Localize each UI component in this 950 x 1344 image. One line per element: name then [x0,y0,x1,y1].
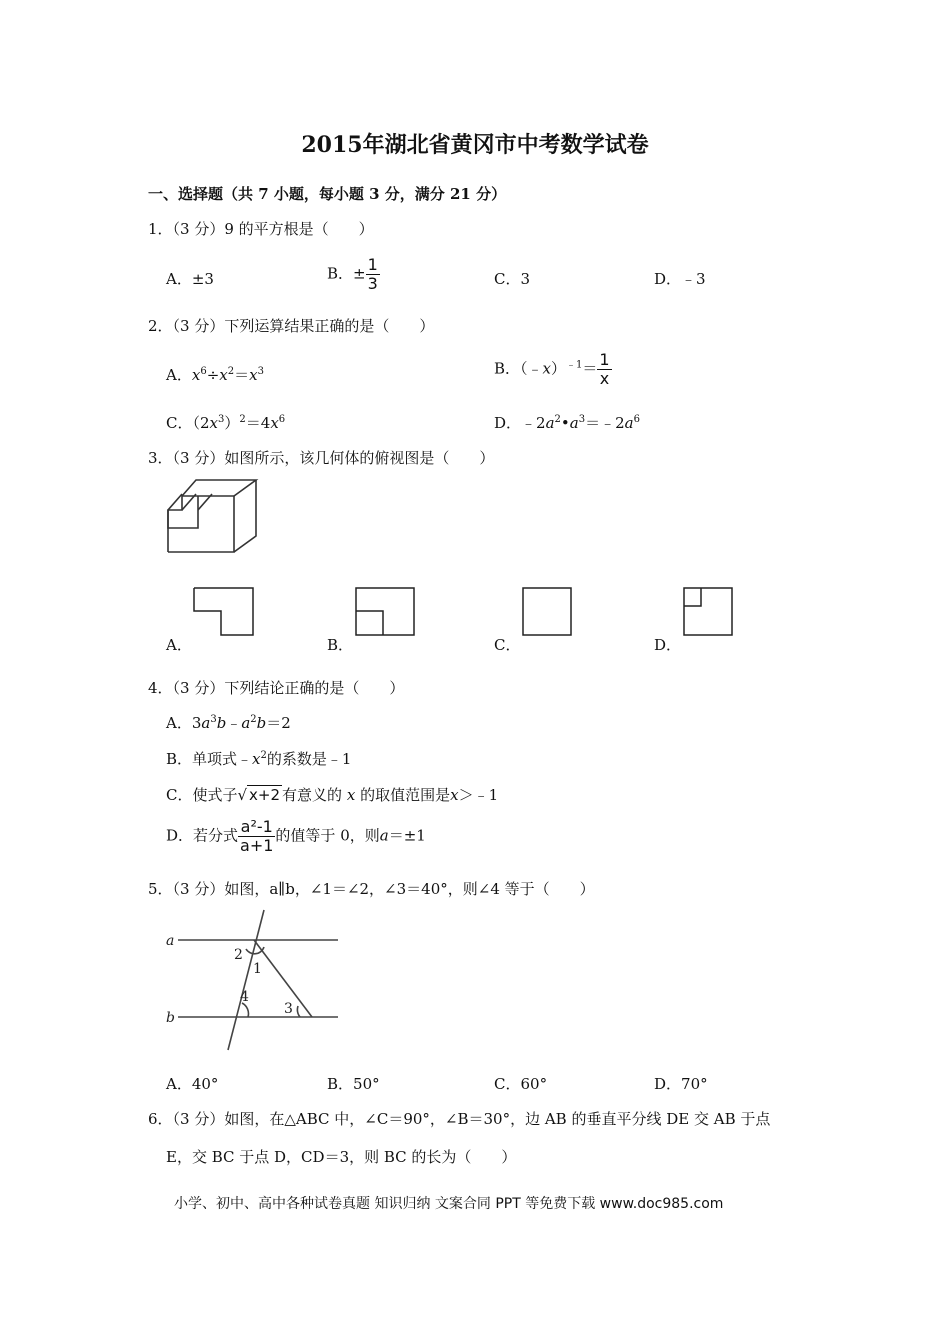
fraction-denominator: 3 [367,274,378,293]
q4-b-lead: B．单项式﹣ [166,750,253,768]
q4-d-fraction [238,818,275,855]
q5-label-b: b [166,1010,175,1026]
q5-option-a: A．40° [166,1075,219,1093]
q2-b-equals: ＝ [582,359,598,378]
fraction-numerator: a²-1 [238,818,275,837]
q4-c-radical: √ x+2 [237,786,281,804]
q4-c-mid2: 的取值范围是 [360,786,451,804]
q3-option-a: A． [166,636,192,654]
q3-stem: 3．（3 分）如图所示，该几何体的俯视图是（ ） [148,449,495,467]
fraction-denominator: x [599,369,610,388]
q2-b-fraction [597,351,611,388]
q5-option-d: D．70° [654,1075,708,1093]
q3-option-d-figure [682,586,736,638]
q2-option-b [494,351,612,388]
q5-angle-2: 2 [234,947,243,963]
q6-line1: 6．（3 分）如图，在△ABC 中，∠C＝90°，∠B＝30°，边 AB 的垂直平分线 DE 交 AB 于点 [148,1110,771,1128]
section-heading: 一、选择题（共 7 小题，每小题 3 分，满分 21 分） [148,185,507,203]
q5-angle-4: 4 [240,989,249,1005]
q4-stem: 4．（3 分）下列结论正确的是（ ） [148,679,405,697]
q1-option-b-prefix: B．± [327,264,366,283]
q5-angle-3: 3 [284,1001,293,1017]
q2-b-lead: B．（﹣ [494,359,543,378]
q2-d-lead: D．﹣2 [494,414,546,432]
q5-parallel-lines-figure [160,905,350,1055]
q3-option-c-figure [521,586,575,638]
q1-stem: 1．（3 分）9 的平方根是（ ） [148,220,374,238]
q2-stem: 2．（3 分）下列运算结果正确的是（ ） [148,317,435,335]
fraction-denominator: a+1 [240,836,274,855]
q2-option-d: D．$﹣2a^2•a^3=﹣2a^6$ [494,414,640,432]
q4-c-radicand: x+2 [249,786,281,804]
q5-option-c: C．60° [494,1075,548,1093]
q3-option-d: D． [654,636,682,654]
fraction-numerator: 1 [367,255,378,274]
q5-label-a: a [166,933,175,949]
q1-option-d: D．﹣3 [654,270,706,288]
q4-a-lead: A．3 [166,714,202,732]
q4-d-mid: 的值等于 0，则 [275,826,380,845]
page-footer: 小学、初中、高中各种试卷真题 知识归纳 文案合同 PPT 等免费下载 www.doc985.com [174,1196,724,1212]
q3-option-c: C． [494,636,521,654]
q2-option-c: C．$(2x^3)^2=4x^6$ [166,414,286,432]
q4-d-tail: ＝±1 [388,826,426,845]
q2-b-exponent: ﹣1 [566,359,583,371]
q5-angle-1: 1 [253,961,262,977]
q2-b-var: x [542,359,551,378]
q4-d-lead: D．若分式 [166,826,239,845]
q6-line2: E，交 BC 于点 D，CD＝3，则 BC 的长为（ ） [166,1148,517,1166]
q3-option-b: B． [327,636,354,654]
fraction-numerator: 1 [599,350,610,369]
q1-option-b-fraction [366,256,380,293]
q1-option-a: A．±3 [166,270,214,288]
q4-option-a: A．$3a^3b﹣a^2b=2$ [166,714,291,732]
q1-option-b [327,256,380,293]
q1-option-c: C．3 [494,270,531,288]
q5-option-b: B．50° [327,1075,380,1093]
q5-stem: 5．（3 分）如图，a∥b，∠1＝∠2，∠3＝40°，则∠4 等于（ ） [148,880,595,898]
q4-c-lead: C．使式子 [166,786,238,804]
page-title: 2015年湖北省黄冈市中考数学试卷 [301,132,649,158]
q2-option-a: A．$x^6\div x^2=x^3$ [166,366,264,384]
q4-c-tail: ＞﹣1 [458,786,499,804]
q3-option-b-figure [354,586,418,638]
q3-solid-figure [164,476,260,556]
q4-c-mid: 有意义的 [282,786,343,804]
q2-b-close: ） [551,359,567,378]
q4-b-tail: 的系数是﹣1 [266,750,352,768]
q4-option-b: B．单项式$﹣x^2$的系数是﹣1 [166,750,352,768]
q3-option-a-figure [192,586,256,638]
q2-c-lead: C．（2 [166,414,210,432]
q4-option-c: C．使式子√ x+2 有意义的 x 的取值范围是x＞﹣1 [166,786,499,804]
q4-option-d: D．若分式 $\frac{\text{a²-1}}{a+1}$ 的值等于 0，则a＝±1 [166,817,426,855]
